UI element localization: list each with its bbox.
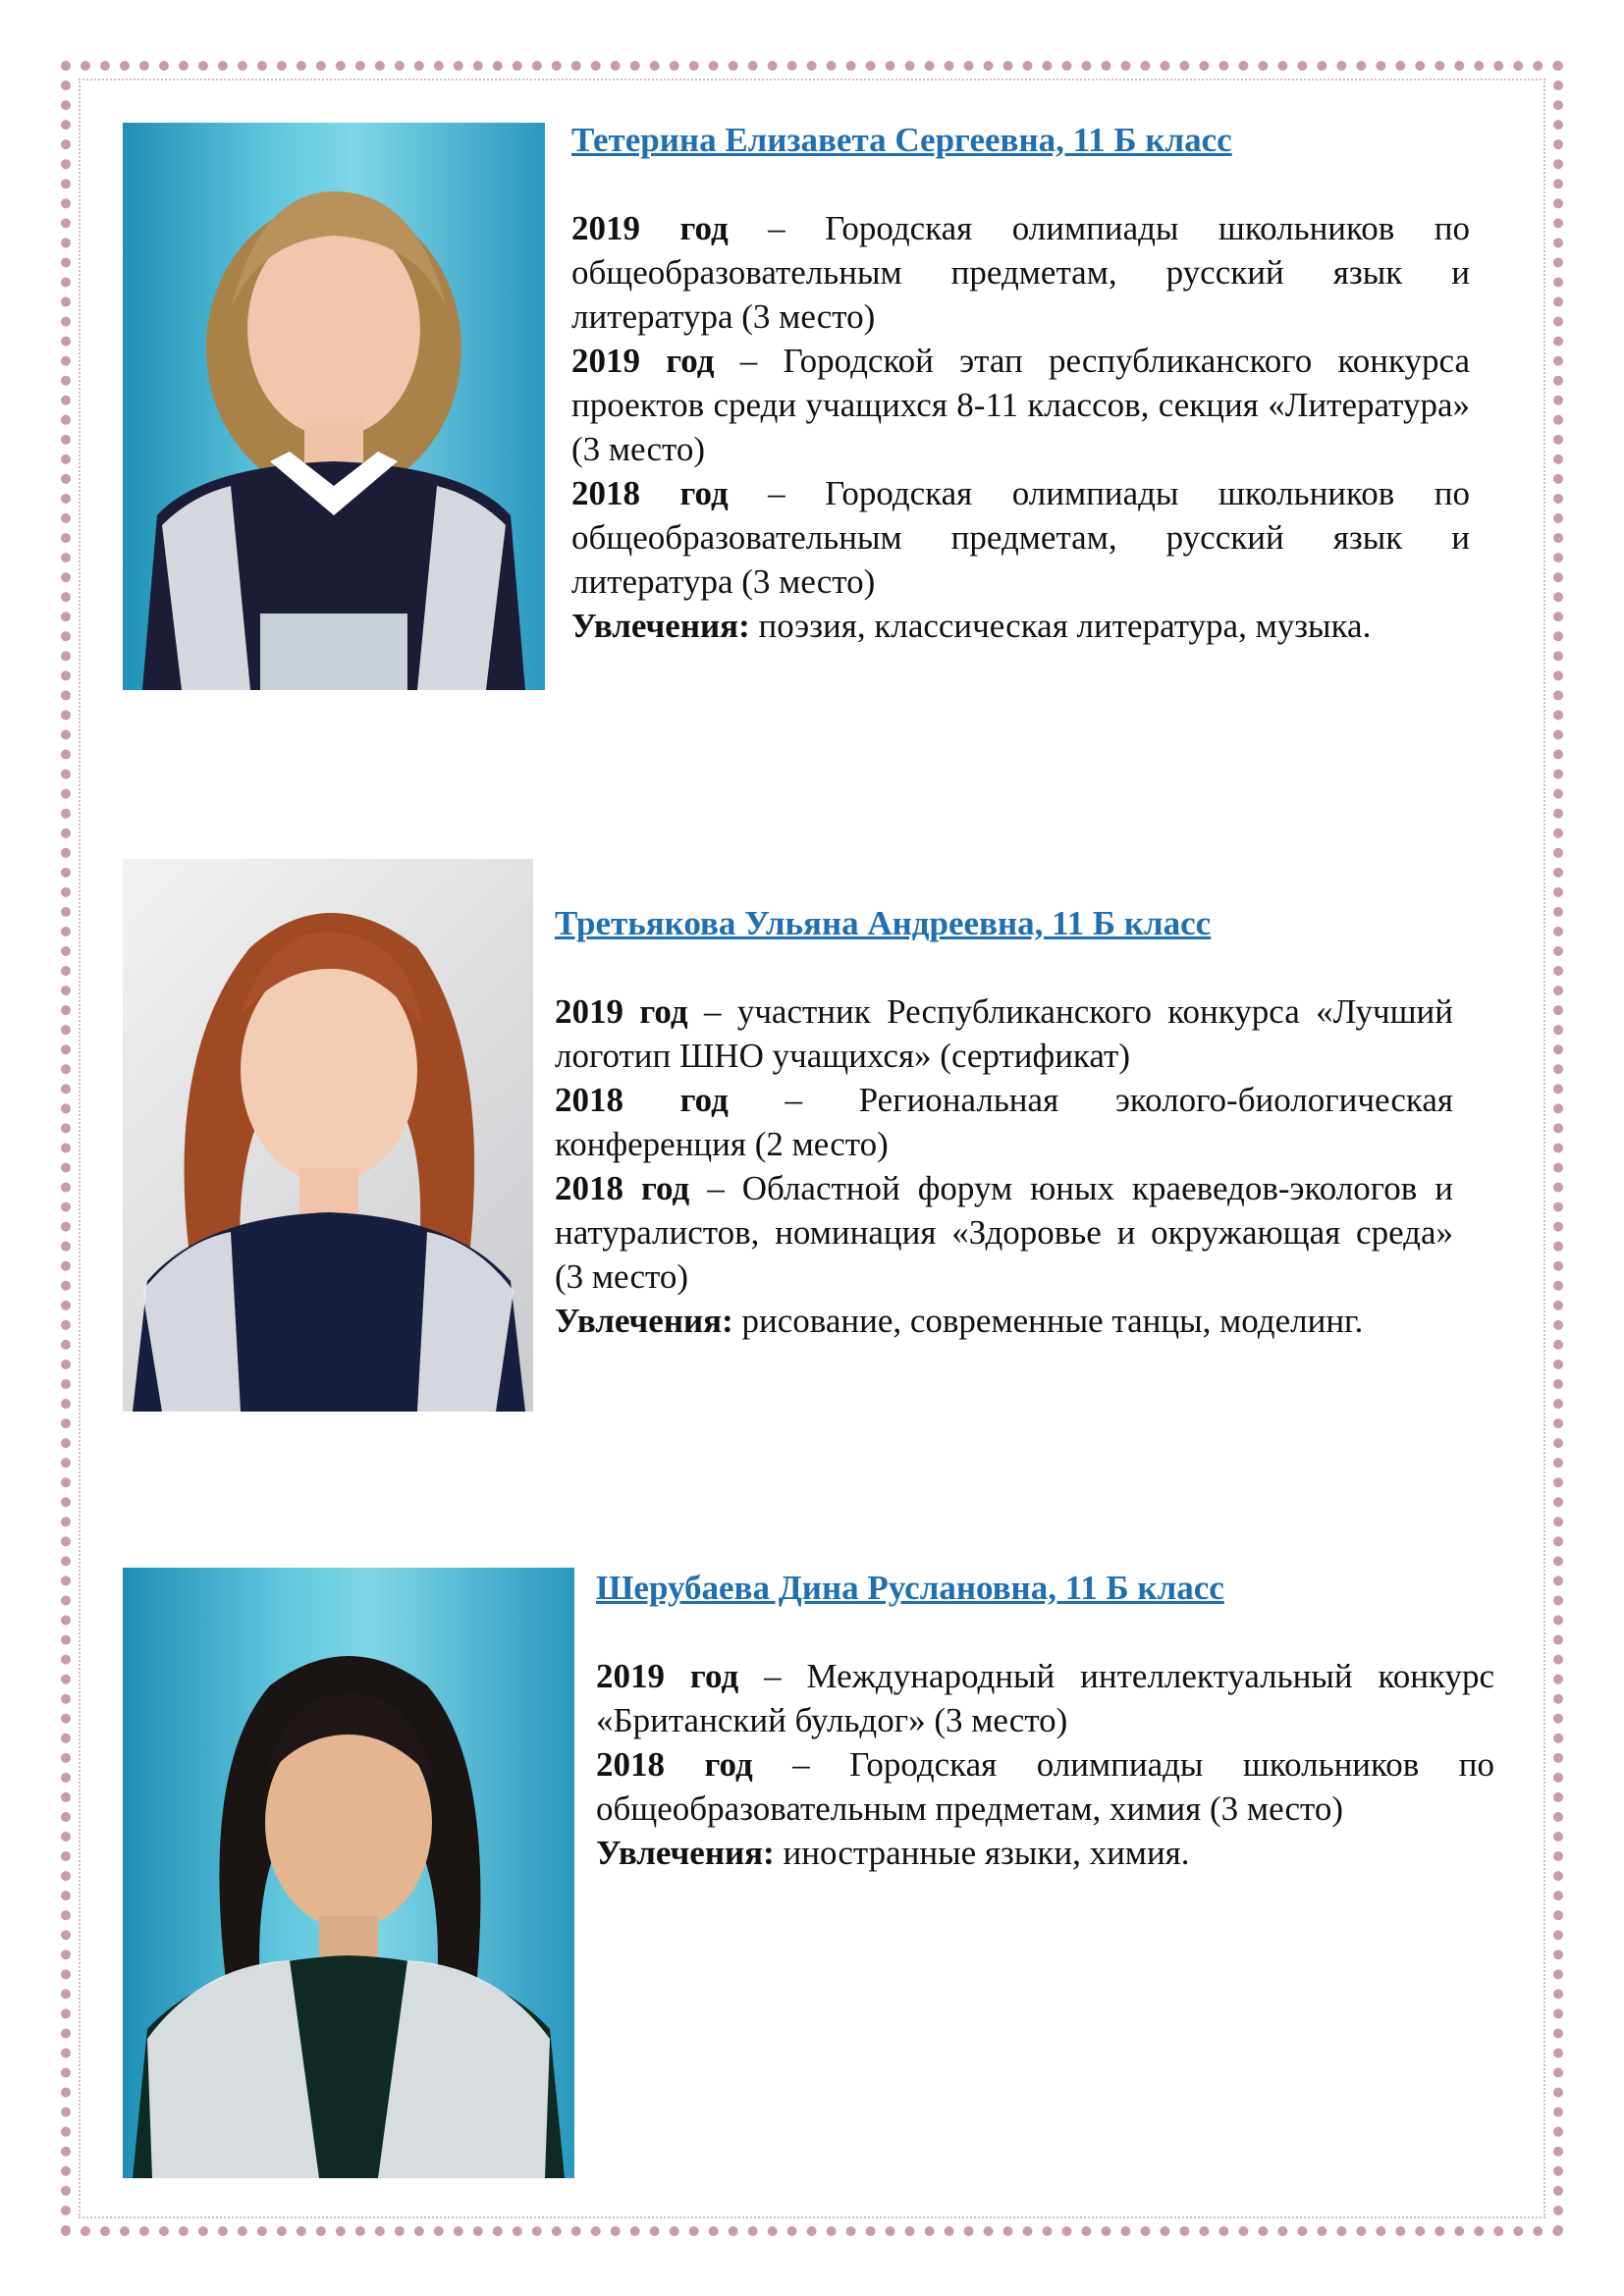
achievement-entry	[571, 471, 1470, 604]
student-name[interactable]: Тетерина Елизавета Сергеевна, 11 Б класс	[571, 121, 1232, 159]
hobbies	[596, 1831, 1494, 1875]
achievement-entry	[571, 206, 1470, 339]
achievement-text: – Региональная эколого-биологическая конференция (2 место)	[555, 1081, 1453, 1163]
achievement-entry	[555, 1078, 1453, 1166]
achievement-year: 2019 год	[571, 342, 715, 380]
hobbies-text: поэзия, классическая литература, музыка.	[749, 607, 1372, 645]
achievement-text: – участник Республиканского конкурса «Лучший логотип ШНО учащихся» (сертификат)	[555, 992, 1454, 1075]
achievement-entry	[555, 989, 1453, 1078]
student-photo-sherubaeva	[123, 1568, 574, 2178]
achievement-year: 2018 год	[571, 474, 729, 512]
hobbies	[571, 604, 1470, 648]
student-name[interactable]: Третьякова Ульяна Андреевна, 11 Б класс	[555, 904, 1212, 942]
achievement-entry	[571, 339, 1470, 471]
student-name[interactable]: Шерубаева Дина Руслановна, 11 Б класс	[596, 1569, 1224, 1607]
hobbies-label: Увлечения:	[571, 607, 750, 645]
hobbies-label: Увлечения:	[596, 1834, 775, 1872]
achievement-year: 2019 год	[596, 1657, 739, 1695]
student-photo-tretyakova	[123, 859, 533, 1412]
hobbies-text: рисование, современные танцы, моделинг.	[732, 1302, 1364, 1340]
achievement-text: – Городская олимпиады школьников по общеобразовательным предметам, русский язык и литература (3 место)	[571, 474, 1471, 601]
achievement-year: 2018 год	[555, 1081, 729, 1119]
achievement-year: 2018 год	[596, 1745, 753, 1784]
achievement-year: 2019 год	[571, 209, 729, 247]
achievement-text: – Городская олимпиады школьников по общеобразовательным предметам, химия (3 место)	[596, 1745, 1495, 1828]
achievement-entry	[555, 1166, 1453, 1299]
achievement-year: 2019 год	[555, 992, 688, 1031]
student-info-sherubaeva	[596, 1566, 1494, 1875]
hobbies-label: Увлечения:	[555, 1302, 733, 1340]
hobbies	[555, 1299, 1453, 1343]
achievement-text: – Областной форум юных краеведов-экологов и натуралистов, номинация «Здоровье и окружающая среда» (3 место)	[555, 1169, 1453, 1296]
achievement-entry	[596, 1654, 1494, 1742]
achievement-entry	[596, 1742, 1494, 1831]
student-info-tretyakova	[555, 901, 1453, 1343]
student-photo-teterina	[123, 123, 545, 690]
achievement-text: – Городская олимпиады школьников по общеобразовательным предметам, русский язык и литература (3 место)	[571, 209, 1471, 336]
achievement-year: 2018 год	[555, 1169, 690, 1207]
achievement-text: – Международный интеллектуальный конкурс «Британский бульдог» (3 место)	[596, 1657, 1495, 1739]
hobbies-text: иностранные языки, химия.	[774, 1834, 1190, 1872]
achievement-text: – Городской этап республиканского конкурса проектов среди учащихся 8-11 классов, секция «Литература» (3 место)	[571, 342, 1470, 468]
student-info-teterina	[571, 118, 1470, 648]
